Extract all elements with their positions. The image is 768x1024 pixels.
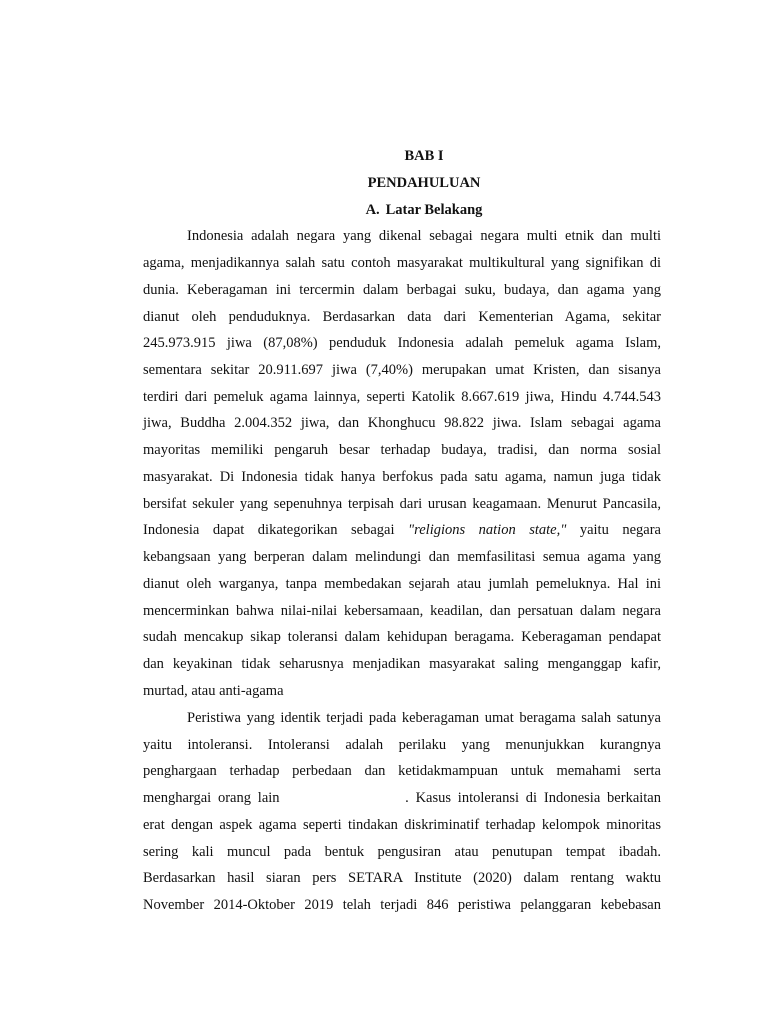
chapter-heading: BAB I [404,148,444,164]
paragraph-1-line: dunia. Keberagaman ini tercermin dalam berbagai suku, budaya, dan agama yang [143,282,661,298]
section-heading [40,200,768,220]
paragraph-1-last-line: murtad, atau anti-agama [143,683,284,699]
paragraph-1-line: sudah mencakup sikap toleransi dalam kehidupan beragama. Keberagaman pendapat [143,629,661,645]
paragraph-1-line: agama, menjadikannya salah satu contoh masyarakat multikultural yang signifikan di [143,255,661,271]
paragraph-2-line: erat dengan aspek agama seperti tindakan diskriminatif terhadap kelompok minoritas [143,817,661,833]
line-text: Indonesia dapat dikategorikan sebagai [143,522,395,538]
paragraph-2-line: yaitu intoleransi. Intoleransi adalah perilaku yang menunjukkan kurangnya [143,737,661,753]
paragraph-1-line: dan keyakinan tidak seharusnya menjadikan masyarakat saling menganggap kafir, [143,656,661,672]
paragraph-1-line: 245.973.915 jiwa (87,08%) penduduk Indonesia adalah pemeluk agama Islam, [143,335,661,351]
paragraph-1-line: dianut oleh warganya, tanpa membedakan sejarah atau jumlah pemeluknya. Hal ini [143,576,661,592]
paragraph-1-line: mayoritas memiliki pengaruh besar terhadap budaya, tradisi, dan norma sosial [143,442,661,458]
paragraph-1-line: kebangsaan yang berperan dalam melindungi dan memfasilitasi semua agama yang [143,549,661,565]
line-text: yaitu negara [579,522,661,538]
paragraph-2-line: Berdasarkan hasil siaran pers SETARA Institute (2020) dalam rentang waktu [143,870,661,886]
line-text: . Kasus intoleransi di Indonesia berkaitan [405,790,661,806]
paragraph-2-line: Peristiwa yang identik terjadi pada keberagaman umat beragama salah satunya [187,710,661,726]
paragraph-2-line: sering kali muncul pada bentuk pengusiran atau penutupan tempat ibadah. [143,844,661,860]
paragraph-2-line: November 2014-Oktober 2019 telah terjadi 846 peristiwa pelanggaran kebebasan [143,897,661,913]
paragraph-1-line: dianut oleh penduduknya. Berdasarkan data dari Kementerian Agama, sekitar [143,309,661,325]
paragraph-1-line: mencerminkan bahwa nilai-nilai kebersamaan, keadilan, dan persatuan dalam negara [143,603,661,619]
italic-term: "religions nation state," [408,522,567,538]
paragraph-1-line: Indonesia adalah negara yang dikenal sebagai negara multi etnik dan multi [187,228,661,244]
paragraph-1-line: sementara sekitar 20.911.697 jiwa (7,40%) merupakan umat Kristen, dan sisanya [143,362,661,378]
paragraph-1-line: bersifat sekuler yang sepenuhnya terpisah dari urusan keagamaan. Menurut Pancasila, [143,496,661,512]
chapter-title: PENDAHULUAN [367,175,481,191]
paragraph-2-line-gap [143,789,661,807]
paragraph-1-line: terdiri dari pemeluk agama lainnya, seperti Katolik 8.667.619 jiwa, Hindu 4.744.543 [143,389,661,405]
section-title: Latar Belakang [385,202,483,218]
section-number: A. [365,202,380,218]
paragraph-1-line-italic [143,521,661,539]
paragraph-2-line: penghargaan terhadap perbedaan dan ketidakmampuan untuk memahami serta [143,763,661,779]
paragraph-1-line: masyarakat. Di Indonesia tidak hanya berfokus pada satu agama, namun juga tidak [143,469,661,485]
line-text: menghargai orang lain [143,790,280,806]
paragraph-1-line: jiwa, Buddha 2.004.352 jiwa, dan Khonghucu 98.822 jiwa. Islam sebagai agama [143,415,661,431]
